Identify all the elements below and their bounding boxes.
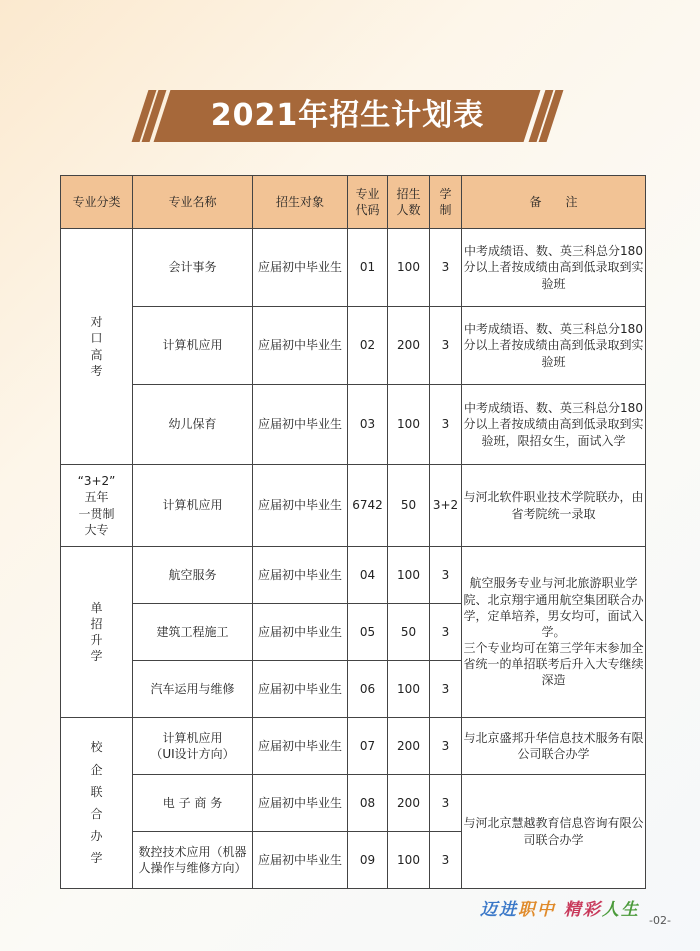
target-cell: 应届初中毕业生 xyxy=(253,307,348,385)
code-cell: 03 xyxy=(348,385,388,465)
years-cell: 3 xyxy=(430,718,462,775)
target-cell: 应届初中毕业生 xyxy=(253,385,348,465)
note-cell: 中考成绩语、数、英三科总分180分以上者按成绩由高到低录取到实验班 xyxy=(462,229,646,307)
note-cell: 与河北软件职业技术学院联办，由省考院统一录取 xyxy=(462,465,646,547)
header-major-name: 专业名称 xyxy=(133,176,253,229)
table-row xyxy=(61,307,646,385)
target-cell: 应届初中毕业生 xyxy=(253,604,348,661)
years-cell: 3 xyxy=(430,775,462,832)
target-cell: 应届初中毕业生 xyxy=(253,229,348,307)
years-cell: 3 xyxy=(430,307,462,385)
table-header-row xyxy=(61,176,646,229)
major-name: 电 子 商 务 xyxy=(133,775,253,832)
code-cell: 01 xyxy=(348,229,388,307)
table-row xyxy=(61,775,646,832)
table-row xyxy=(61,718,646,775)
count-cell: 200 xyxy=(388,775,430,832)
title-banner xyxy=(140,90,555,142)
slogan-part: 职中 xyxy=(518,900,556,920)
major-name: 会计事务 xyxy=(133,229,253,307)
code-cell: 09 xyxy=(348,832,388,889)
code-cell: 07 xyxy=(348,718,388,775)
target-cell: 应届初中毕业生 xyxy=(253,465,348,547)
major-name: 计算机应用 xyxy=(133,465,253,547)
code-cell: 04 xyxy=(348,547,388,604)
target-cell: 应届初中毕业生 xyxy=(253,832,348,889)
count-cell: 100 xyxy=(388,547,430,604)
category-cell: 对 口 高 考 xyxy=(61,229,133,465)
header-target: 招生对象 xyxy=(253,176,348,229)
years-cell: 3 xyxy=(430,547,462,604)
note-cell: 与河北京慧越教育信息咨询有限公司联合办学 xyxy=(462,775,646,889)
major-name: 计算机应用 （UI设计方向） xyxy=(133,718,253,775)
years-cell: 3+2 xyxy=(430,465,462,547)
years-cell: 3 xyxy=(430,385,462,465)
slogan-part: 精彩 xyxy=(563,900,602,920)
footer-slogan xyxy=(480,895,640,920)
category-cell: 单 招 升 学 xyxy=(61,547,133,718)
code-cell: 08 xyxy=(348,775,388,832)
table-row xyxy=(61,547,646,604)
years-cell: 3 xyxy=(430,604,462,661)
count-cell: 100 xyxy=(388,661,430,718)
target-cell: 应届初中毕业生 xyxy=(253,775,348,832)
note-cell: 中考成绩语、数、英三科总分180分以上者按成绩由高到低录取到实验班 xyxy=(462,307,646,385)
table-row xyxy=(61,465,646,547)
count-cell: 100 xyxy=(388,229,430,307)
count-cell: 200 xyxy=(388,307,430,385)
target-cell: 应届初中毕业生 xyxy=(253,547,348,604)
page-number: -02- xyxy=(649,914,671,927)
count-cell: 200 xyxy=(388,718,430,775)
header-count: 招生 人数 xyxy=(388,176,430,229)
years-cell: 3 xyxy=(430,229,462,307)
category-cell: 校 企 联 合 办 学 xyxy=(61,718,133,889)
major-name: 数控技术应用（机器 人操作与维修方向） xyxy=(133,832,253,889)
count-cell: 100 xyxy=(388,385,430,465)
years-cell: 3 xyxy=(430,661,462,718)
header-notes: 备 注 xyxy=(462,176,646,229)
count-cell: 100 xyxy=(388,832,430,889)
enrollment-plan-table xyxy=(60,175,646,889)
slogan-part: 迈进 xyxy=(480,900,518,920)
code-cell: 02 xyxy=(348,307,388,385)
note-cell: 与北京盛邦升华信息技术服务有限公司联合办学 xyxy=(462,718,646,775)
count-cell: 50 xyxy=(388,604,430,661)
target-cell: 应届初中毕业生 xyxy=(253,661,348,718)
page-title: 2021年招生计划表 xyxy=(210,98,485,133)
count-cell: 50 xyxy=(388,465,430,547)
header-code: 专业 代码 xyxy=(348,176,388,229)
major-name: 建筑工程施工 xyxy=(133,604,253,661)
code-cell: 06 xyxy=(348,661,388,718)
target-cell: 应届初中毕业生 xyxy=(253,718,348,775)
major-name: 计算机应用 xyxy=(133,307,253,385)
table-row xyxy=(61,385,646,465)
code-cell: 6742 xyxy=(348,465,388,547)
note-cell: 航空服务专业与河北旅游职业学院、北京翔宇通用航空集团联合办学，定单培养，男女均可，面试入学。 三个专业均可在第三学年末参加全省统一的单招联考后升入大专继续深造 xyxy=(462,547,646,718)
header-category: 专业分类 xyxy=(61,176,133,229)
note-cell: 中考成绩语、数、英三科总分180分以上者按成绩由高到低录取到实验班，限招女生，面试入学 xyxy=(462,385,646,465)
major-name: 幼儿保育 xyxy=(133,385,253,465)
code-cell: 05 xyxy=(348,604,388,661)
header-years: 学 制 xyxy=(430,176,462,229)
years-cell: 3 xyxy=(430,832,462,889)
table-row xyxy=(61,229,646,307)
slogan-part: 人生 xyxy=(601,900,640,920)
major-name: 航空服务 xyxy=(133,547,253,604)
category-cell: “3+2” 五年 一贯制 大专 xyxy=(61,465,133,547)
major-name: 汽车运用与维修 xyxy=(133,661,253,718)
